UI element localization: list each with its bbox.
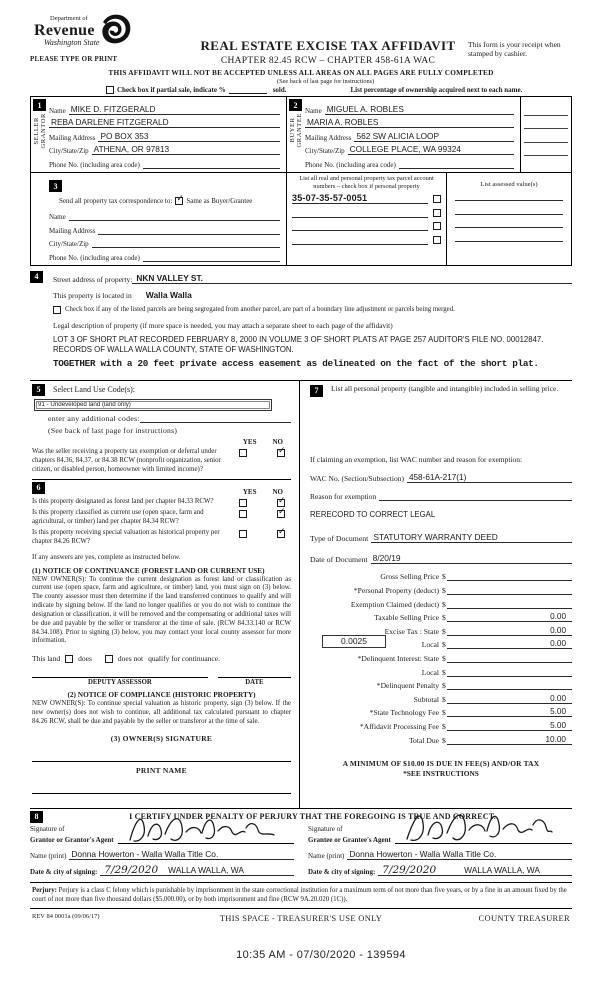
send-correspondence-label: Send all property tax correspondence to: xyxy=(59,196,173,205)
form-title: REAL ESTATE EXCISE TAX AFFIDAVIT xyxy=(200,38,456,53)
see-back-instructions: (See back of last page for instructions) xyxy=(48,425,178,435)
percent-field[interactable] xyxy=(524,129,568,142)
please-type-or-print: PLEASE TYPE OR PRINT xyxy=(30,55,118,63)
buyer-name-label: Name xyxy=(305,106,322,115)
print-name-title: PRINT NAME xyxy=(136,765,187,775)
corr-mailing-field[interactable] xyxy=(98,234,280,235)
corr-mailing-label: Mailing Address xyxy=(49,226,96,235)
grantee-signature-block xyxy=(308,825,572,876)
grantee-signing-date: 7/29/2020 xyxy=(382,863,437,876)
assessed-value-field[interactable] xyxy=(455,215,563,229)
money-value-field[interactable]: 5.00 xyxy=(447,707,572,717)
perjury-notice xyxy=(30,882,572,909)
money-row-excise-local: 0.0025 Local $ 0.00 xyxy=(310,636,572,650)
claiming-exemption-note: If claiming an exemption, list WAC number and reason for exemption: xyxy=(310,454,523,464)
ownership-percentage-note: List percentage of ownership acquired next to each name. xyxy=(350,86,523,94)
grantee-signing-city: WALLA WALLA, WA xyxy=(464,864,540,875)
same-as-buyer-checkbox[interactable] xyxy=(175,197,183,205)
q5-yes-checkbox[interactable] xyxy=(239,449,247,457)
section-8-number: 8 xyxy=(30,811,43,823)
section-5-number: 5 xyxy=(32,384,45,396)
date-label: DATE xyxy=(245,679,264,687)
reason-exemption-label: Reason for exemption xyxy=(310,491,377,501)
reason-exemption-value: RERECORD TO CORRECT LEGAL xyxy=(310,509,436,519)
no-header: NO xyxy=(272,487,283,496)
buyer-mailing-label: Mailing Address xyxy=(305,133,352,142)
corr-name-field[interactable] xyxy=(69,220,280,221)
q6-1-no-checkbox[interactable] xyxy=(277,499,285,507)
perjury-text: Perjury is a class C felony which is punishable by imprisonment in the state correctional institution for a maximum term of not more than five years, or by a fine in an amount fixed by the court of not more than five thousand dollars ($5,000.00), or by both imprisonment and fine (RCW 9A.20.020 (1C)). xyxy=(32,886,567,904)
section-1-number: 1 xyxy=(33,99,46,111)
money-row-total-due: Total Due $ 10.00 xyxy=(310,731,572,745)
personal-property-intro: List all personal property (tangible and intangible) included in selling price. xyxy=(331,383,559,393)
certify-statement: I CERTIFY UNDER PENALTY OF PERJURY THAT THE FOREGOING IS TRUE AND CORRECT. xyxy=(129,812,496,822)
located-in-value[interactable]: Walla Walla xyxy=(145,289,192,300)
assessed-values-header: List assessed value(s) xyxy=(480,180,538,188)
see-back-note: (See back of last page for instructions) xyxy=(277,78,375,85)
land-does-not-checkbox[interactable] xyxy=(105,655,113,663)
deputy-assessor-label: DEPUTY ASSESSOR xyxy=(87,679,152,687)
money-value-field[interactable]: 0.00 xyxy=(447,626,572,636)
date-of-document-label: Date of Document xyxy=(310,554,368,564)
segregated-checkbox[interactable] xyxy=(53,306,61,314)
money-row-technology-fee: *State Technology Fee $ 5.00 xyxy=(310,704,572,718)
money-value-field[interactable]: 5.00 xyxy=(447,721,572,731)
q6-1-yes-checkbox[interactable] xyxy=(239,499,247,507)
corr-name-label: Name xyxy=(49,213,66,222)
money-row-subtotal: Subtotal $ 0.00 xyxy=(310,690,572,704)
seller-phone-label: Phone No. (including area code) xyxy=(49,160,140,169)
minimum-fee-note: A MINIMUM OF $10.00 IS DUE IN FEE(S) AND/OR TAX xyxy=(342,758,540,768)
reason-exemption-field[interactable] xyxy=(379,500,572,501)
assessed-values-column xyxy=(447,173,571,265)
seller-city-state-zip[interactable]: ATHENA, OR 97813 xyxy=(92,145,280,155)
signature-of-label: Signature of xyxy=(30,824,65,833)
legal-description-text: LOT 3 OF SHORT PLAT RECORDED FEBRUARY 8, 2000 IN VOLUME 3 OF SHORT PLATS AT PAGE 257 AUDITOR'S FILE NO. 00012847. RECORDS OF WALLA WALLA COUNTY, STATE OF WASHINGTON. xyxy=(53,334,544,355)
legal-description-label: Legal description of property (if more space is needed, you may attach a separate sheet to each page of the affidavit) xyxy=(53,320,393,330)
money-value-field[interactable]: 0.00 xyxy=(447,612,572,622)
parties-box xyxy=(30,96,572,173)
percent-field[interactable] xyxy=(524,116,568,129)
money-row-taxable: Taxable Selling Price $ 0.00 xyxy=(310,609,572,623)
money-row-processing-fee: *Affidavit Processing Fee $ 5.00 xyxy=(310,717,572,731)
grantor-signing-date: 7/29/2020 xyxy=(104,863,159,876)
logo-dept-text: Department of xyxy=(50,15,88,22)
property-section xyxy=(30,266,572,370)
seller-name-label: Name xyxy=(49,106,66,115)
located-in-label: This property is located in xyxy=(53,290,132,300)
assessed-value-field[interactable] xyxy=(455,188,563,202)
seller-mailing-address[interactable]: PO BOX 353 xyxy=(98,132,280,142)
segregated-label: Check box if any of the listed parcels are being segregated from another parcel, are part of a boundary line adjustment or parcels being merged. xyxy=(65,306,455,314)
buyer-phone-field[interactable] xyxy=(399,168,514,169)
seller-csz-label: City/State/Zip xyxy=(49,147,89,155)
corr-phone-field[interactable] xyxy=(143,261,280,262)
percent-field[interactable] xyxy=(524,143,568,156)
not-accepted-notice: THIS AFFIDAVIT WILL NOT BE ACCEPTED UNLESS ALL AREAS ON ALL PAGES ARE FULLY COMPLETED xyxy=(108,68,494,77)
legal-description-together-text: TOGETHER with a 20 feet private access easement as delineated on the fact of the short plat. xyxy=(53,358,539,370)
receipt-note: This form is your receipt when stamped by cashier. xyxy=(468,40,561,59)
grantor-agent-label: Grantor or Grantor's Agent xyxy=(30,835,114,844)
seller-phone-field[interactable] xyxy=(143,168,280,169)
form-subtitle: CHAPTER 82.45 RCW – CHAPTER 458-61A WAC xyxy=(220,56,436,66)
date-city-label: Date & city of signing: xyxy=(308,867,376,876)
buyer-mailing-address[interactable]: 562 SW ALICIA LOOP xyxy=(354,132,514,142)
receipt-timestamp: 10:35 AM - 07/30/2020 - 139594 xyxy=(236,949,406,962)
buyer-phone-label: Phone No. (including area code) xyxy=(305,160,396,169)
date-of-document-field[interactable]: 8/20/19 xyxy=(371,554,572,564)
grantee-date-city-field[interactable] xyxy=(378,865,572,876)
parcel-number-field[interactable] xyxy=(292,217,428,218)
corr-phone-label: Phone No. (including area code) xyxy=(49,253,140,262)
percent-field[interactable] xyxy=(524,156,568,169)
notice-compliance-title: (2) NOTICE OF COMPLIANCE (HISTORIC PROPERTY) xyxy=(67,690,256,700)
seller-name-1[interactable]: MIKE D. FITZGERALD xyxy=(69,105,280,115)
form-revision-number: REV 84 0001a (09/06/17) xyxy=(32,913,100,921)
seller-name-2[interactable]: REBA DARLENE FITZGERALD xyxy=(49,118,280,128)
sold-label: sold. xyxy=(272,86,287,94)
notice-continuance-body: NEW OWNER(S): To continue the current designation as forest land or classification as current use (open space, farm and agriculture, or timber) land, you must sign on (3) below. The county assessor must then determine if the land transferred continues to qualify and will indicate by signing below. If the land no longer qualifies or you do not wish to continue the designation or classification, it will be removed and the compensating or additional taxes will be due and payable by the seller or transferor at the time of sale. (RCW 84.33.140 or RCW 84.34.108). Prior to signing (3) below, you may contact your local county assessor for more information. xyxy=(32,575,291,645)
does-not-label: does not xyxy=(117,654,144,664)
assessed-value-field[interactable] xyxy=(455,228,563,242)
name-print-label: Name (print) xyxy=(30,851,67,860)
parcel-personal-checkbox[interactable] xyxy=(433,236,441,244)
treasurer-use-only-label: THIS SPACE - TREASURER'S USE ONLY xyxy=(219,913,383,924)
section-4-number: 4 xyxy=(30,271,43,283)
money-row-delinquent-penalty: *Delinquent Penalty $ xyxy=(310,677,572,691)
money-row-excise-state: Excise Tax : State $ 0.00 xyxy=(310,622,572,636)
buyer-name-2[interactable]: MARIA A. ROBLES xyxy=(305,118,514,128)
money-value-field[interactable]: 0.00 xyxy=(447,694,572,704)
right-column xyxy=(300,381,572,808)
dor-logo xyxy=(30,16,188,63)
land-does-checkbox[interactable] xyxy=(65,655,73,663)
left-column xyxy=(30,381,300,808)
question-current-use: Is this property classified as current use (open space, farm and agricultural, or timber) land per chapter 84.34 RCW? ✓ xyxy=(32,509,291,527)
parcel-number-field[interactable]: 35-07-35-57-0051 xyxy=(292,193,428,204)
footer xyxy=(30,909,572,923)
q6-3-yes-checkbox[interactable] xyxy=(239,530,247,538)
grantee-agent-label: Grantee or Grantee's Agent xyxy=(308,835,391,844)
notice-compliance-body: NEW OWNER(S): To continue special valuation as historic property, sign (3) below. If the new owner(s) does not wish to continue, all additional tax calculated pursuant to chapter 84.26 RCW, shall be due and payable by the seller or transferor at the time of sale. xyxy=(32,700,291,725)
header xyxy=(30,16,572,66)
q6-2-yes-checkbox[interactable] xyxy=(239,510,247,518)
if-any-yes-note: If any answers are yes, complete as instructed below. xyxy=(32,552,181,561)
wac-number-label: WAC No. (Section/Subsection) xyxy=(310,473,404,483)
money-row-exemption: Exemption Claimed (deduct) $ xyxy=(310,595,572,609)
local-rate-box[interactable]: 0.0025 xyxy=(322,635,386,648)
buyer-city-state-zip[interactable]: COLLEGE PLACE, WA 99324 xyxy=(348,145,514,155)
buyer-name-1[interactable]: MIGUEL A. ROBLES xyxy=(325,105,514,115)
grantee-signature-line[interactable] xyxy=(395,834,572,844)
correspondence-box xyxy=(30,173,572,266)
buyer-section xyxy=(287,97,521,172)
grantor-date-city-field[interactable] xyxy=(100,865,294,876)
type-of-document-label: Type of Document xyxy=(310,533,369,543)
dor-swirl-icon xyxy=(101,14,131,49)
parcel-header: List all real and personal property tax parcel account numbers – check box if personal property xyxy=(299,174,434,190)
money-row-personal: *Personal Property (deduct) $ xyxy=(310,581,572,595)
continuance-qualify-row xyxy=(32,654,291,663)
parcel-personal-checkbox[interactable] xyxy=(433,222,441,230)
see-instructions-note: *SEE INSTRUCTIONS xyxy=(403,768,479,778)
grantor-signing-city: WALLA WALLA, WA xyxy=(168,864,244,875)
money-value-field[interactable]: 0.00 xyxy=(447,639,572,649)
owners-signature-line[interactable] xyxy=(32,745,291,762)
seller-mailing-label: Mailing Address xyxy=(49,133,96,142)
grantor-signature-block xyxy=(30,825,308,876)
type-of-document-field[interactable]: STATUTORY WARRANTY DEED xyxy=(371,533,572,543)
parcel-numbers-column xyxy=(287,173,447,265)
question-tax-exemption: Was the seller receiving a property tax exemption or deferral under chapters 84.36, 84.37, or 84.38 RCW (nonprofit organization, senior citizen, or disabled person, homeowner with limited income)? ✓ xyxy=(32,448,291,475)
question-forest-land: Is this property designated as forest land per chapter 84.33 RCW? ✓ xyxy=(32,498,291,507)
yes-header: YES xyxy=(242,437,257,446)
qualify-label: qualify for continuance. xyxy=(148,654,220,664)
street-address-label: Street address of property: xyxy=(53,274,133,284)
land-use-title: Select Land Use Code(s): xyxy=(53,385,135,395)
date-city-label: Date & city of signing: xyxy=(30,867,98,876)
grantor-signature-line[interactable] xyxy=(118,834,294,844)
seller-section xyxy=(31,97,287,172)
q6-2-no-checkbox[interactable] xyxy=(277,510,285,518)
partial-sale-percent-field[interactable] xyxy=(229,86,267,94)
grantor-signature xyxy=(126,812,276,846)
ownership-percent-column xyxy=(521,97,571,172)
street-address-field[interactable]: NKN VALLEY ST. xyxy=(132,273,572,284)
partial-sale-row xyxy=(30,86,572,94)
certification-section xyxy=(30,808,572,876)
parcel-personal-checkbox[interactable] xyxy=(433,209,441,217)
partial-sale-checkbox[interactable] xyxy=(106,86,114,94)
section-2-number: 2 xyxy=(289,99,302,111)
section-7-number: 7 xyxy=(310,385,323,397)
corr-csz-field[interactable] xyxy=(92,247,280,248)
q5-no-checkbox[interactable] xyxy=(277,449,285,457)
section-3-number: 3 xyxy=(49,180,62,192)
money-row-gross: Gross Selling Price $ xyxy=(310,568,572,582)
grantee-signature xyxy=(403,807,553,847)
perjury-label: Perjury: xyxy=(32,886,57,894)
grantee-print-name[interactable]: Donna Howerton - Walla Walla Title Co. xyxy=(347,850,572,860)
parcel-number-field[interactable] xyxy=(292,244,428,245)
owners-signature-title: (3) OWNER(S) SIGNATURE xyxy=(110,733,213,743)
money-row-delinquent-interest-local: Local $ xyxy=(310,663,572,677)
parcel-personal-checkbox[interactable] xyxy=(433,195,441,203)
print-name-line[interactable] xyxy=(32,777,291,794)
money-row-delinquent-interest-state: *Delinquent Interest: State $ xyxy=(310,649,572,663)
this-land-label: This land xyxy=(32,654,61,664)
grantor-print-name[interactable]: Donna Howerton - Walla Walla Title Co. xyxy=(69,850,294,860)
money-value-field[interactable]: 10.00 xyxy=(447,735,572,745)
q6-3-no-checkbox[interactable] xyxy=(277,530,285,538)
wac-number-field[interactable]: 458-61A-217(1) xyxy=(407,473,572,483)
buyer-csz-label: City/State/Zip xyxy=(305,147,345,155)
correspondence-section xyxy=(31,173,287,265)
corr-csz-label: City/State/Zip xyxy=(49,240,89,249)
additional-codes-field[interactable] xyxy=(140,414,291,423)
does-label: does xyxy=(78,654,92,664)
logo-state-text: Washington State xyxy=(44,37,100,47)
section-6-number: 6 xyxy=(32,482,45,494)
notice-continuance-title: (1) NOTICE OF CONTINUANCE (FOREST LAND OR CURRENT USE) xyxy=(32,565,265,575)
percent-field[interactable] xyxy=(524,103,568,116)
name-print-label: Name (print) xyxy=(308,851,345,860)
land-use-code-select[interactable]: 91 - Undeveloped land (land only) xyxy=(34,399,272,411)
logo-revenue-text: Revenue xyxy=(34,21,95,39)
excise-tax-table xyxy=(310,568,572,745)
parcel-number-field[interactable] xyxy=(292,230,428,231)
no-header: NO xyxy=(272,437,283,446)
county-treasurer-label: COUNTY TREASURER xyxy=(478,913,570,924)
middle-columns xyxy=(30,380,572,808)
deputy-assessor-date-line[interactable] xyxy=(218,677,291,678)
same-as-buyer-label: Same as Buyer/Grantee xyxy=(186,196,253,205)
yes-header: YES xyxy=(242,487,257,496)
question-historical: Is this property receiving special valuation as historical property per chapter 84.26 RCW? ✓ xyxy=(32,529,291,547)
assessed-value-field[interactable] xyxy=(455,201,563,215)
signature-of-label: Signature of xyxy=(308,824,343,833)
additional-codes-label: enter any additional codes: xyxy=(48,413,140,423)
buyer-grantee-side-label: BUYER GRANTEE xyxy=(289,113,303,148)
seller-grantor-side-label: SELLER GRANTOR xyxy=(33,113,47,149)
deputy-assessor-signature-line[interactable] xyxy=(32,677,208,678)
partial-sale-label: Check box if partial sale, indicate % xyxy=(117,86,226,94)
